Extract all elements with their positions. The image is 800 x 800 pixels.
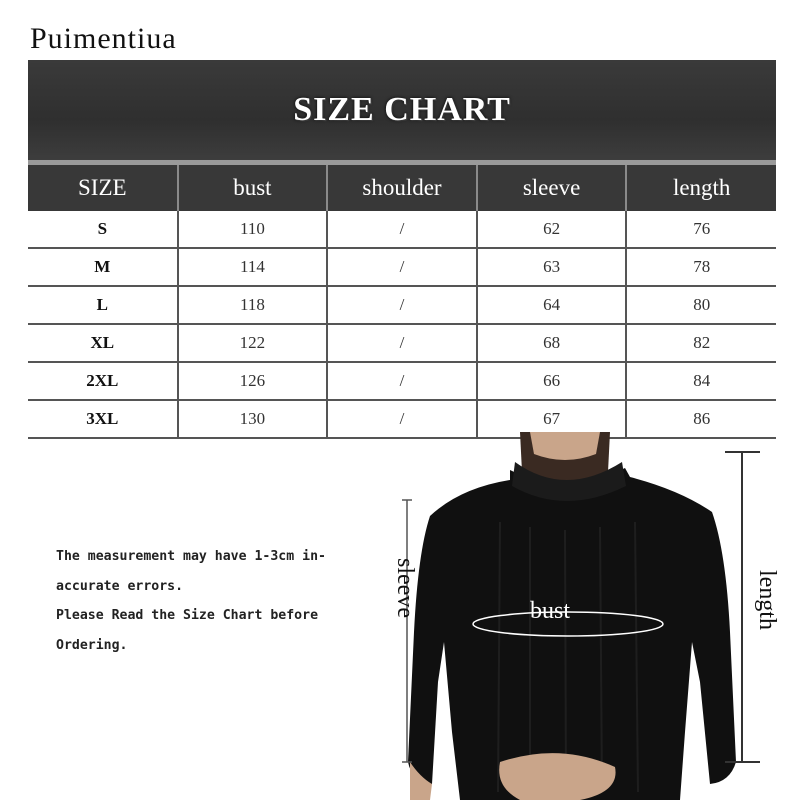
shoulder-cell: / [327, 248, 477, 286]
sleeve-cell: 67 [477, 400, 627, 438]
size-cell: 2XL [28, 362, 178, 400]
length-cell: 84 [626, 362, 776, 400]
sleeve-cell: 66 [477, 362, 627, 400]
measurement-note [56, 542, 386, 660]
sweater-body [408, 468, 736, 800]
table-row [28, 362, 776, 400]
bust-cell: 114 [178, 248, 328, 286]
sleeve-cell: 63 [477, 248, 627, 286]
sleeve-cell: 64 [477, 286, 627, 324]
bust-cell: 126 [178, 362, 328, 400]
table-header-row [28, 165, 776, 211]
size-cell: L [28, 286, 178, 324]
table-row [28, 324, 776, 362]
header-size: SIZE [28, 165, 178, 211]
table-row [28, 248, 776, 286]
header-sleeve: sleeve [477, 165, 627, 211]
sleeve-cell: 68 [477, 324, 627, 362]
bust-cell: 130 [178, 400, 328, 438]
bust-cell: 122 [178, 324, 328, 362]
table-row [28, 211, 776, 248]
note-line: Ordering. [56, 637, 128, 653]
header-bust: bust [178, 165, 328, 211]
sleeve-label: sleeve [392, 558, 418, 618]
size-cell: M [28, 248, 178, 286]
note-line: The measurement may have 1-3cm in- [56, 549, 326, 564]
size-table [28, 165, 776, 439]
size-cell: XL [28, 324, 178, 362]
note-line: Please Read the Size Chart before [56, 608, 319, 623]
size-chart-banner [28, 60, 776, 160]
bust-cell: 110 [178, 211, 328, 248]
sleeve-cell: 62 [477, 211, 627, 248]
header-length: length [626, 165, 776, 211]
note-line: accurate errors. [56, 578, 184, 594]
shoulder-cell: / [327, 211, 477, 248]
size-cell: 3XL [28, 400, 178, 438]
shoulder-cell: / [327, 324, 477, 362]
length-cell: 80 [626, 286, 776, 324]
header-shoulder: shoulder [327, 165, 477, 211]
brand-name: Puimentiua [30, 22, 177, 55]
shoulder-cell: / [327, 400, 477, 438]
shoulder-cell: / [327, 362, 477, 400]
length-cell: 86 [626, 400, 776, 438]
length-label: length [754, 570, 780, 630]
length-cell: 82 [626, 324, 776, 362]
bust-label: bust [530, 598, 571, 624]
length-cell: 76 [626, 211, 776, 248]
length-cell: 78 [626, 248, 776, 286]
table-row [28, 286, 776, 324]
shoulder-cell: / [327, 286, 477, 324]
banner-title: SIZE CHART [293, 91, 511, 128]
bust-cell: 118 [178, 286, 328, 324]
model-photo [380, 432, 800, 800]
size-cell: S [28, 211, 178, 248]
